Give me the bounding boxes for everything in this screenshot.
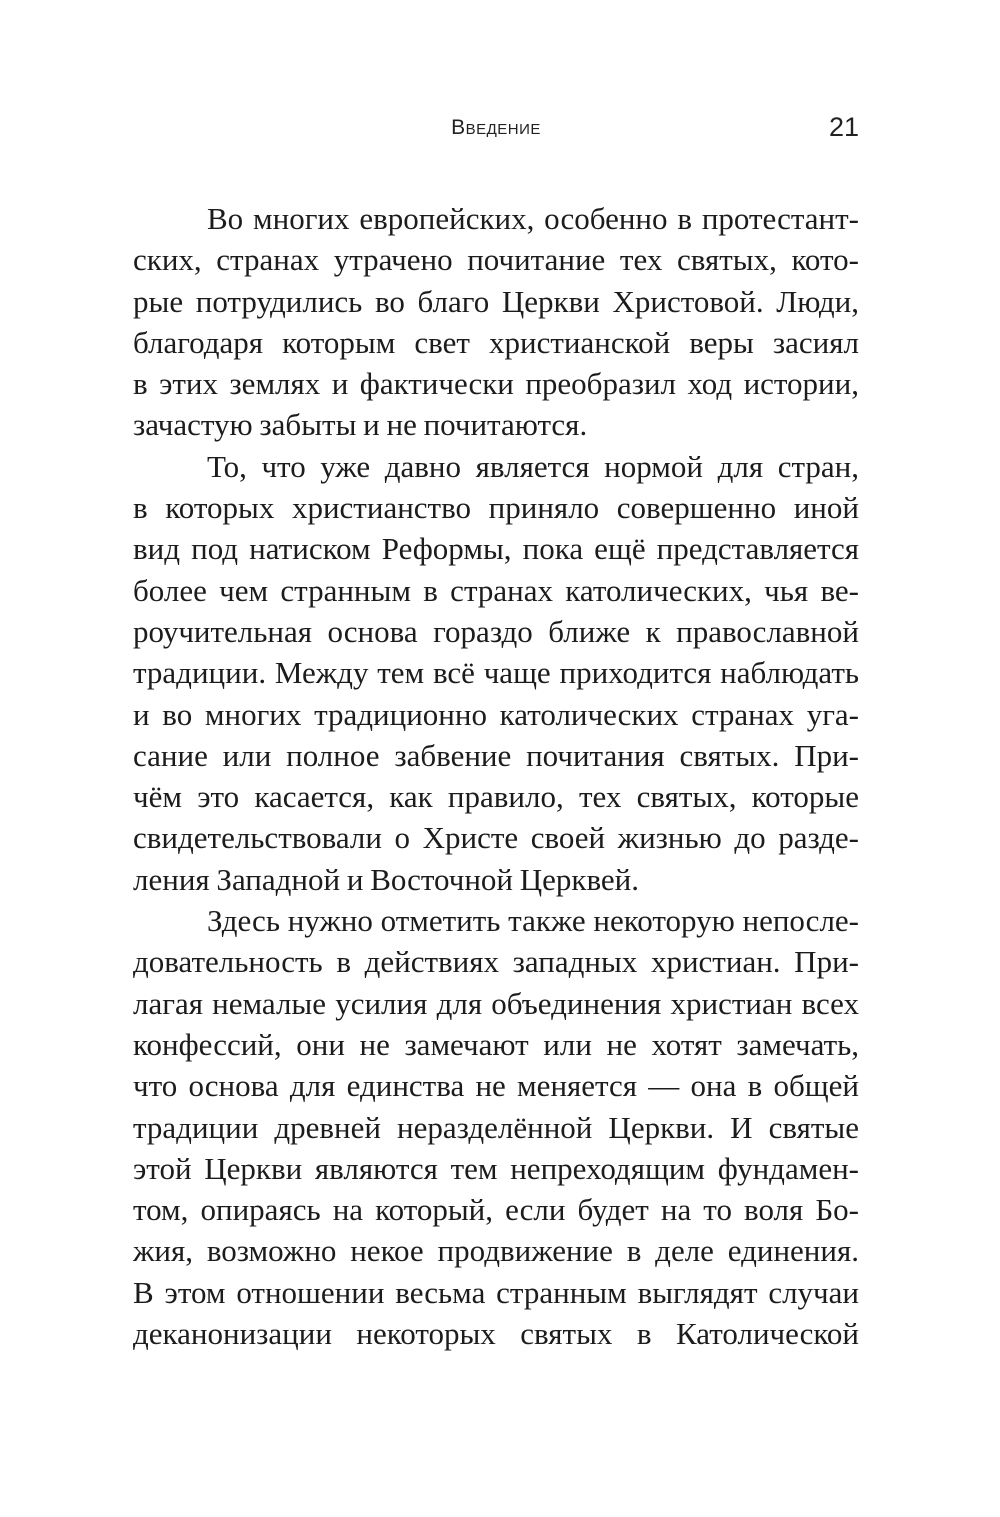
body-text <box>133 198 859 1354</box>
page-number: 21 <box>828 112 859 142</box>
text-line: и во многих традиционно католических странах уга- <box>133 696 859 732</box>
text-line: том, опираясь на который, если будет на то воля Бо- <box>133 1192 859 1228</box>
paragraph <box>133 198 859 446</box>
text-line: сание или полное забвение почитания святых. При- <box>133 737 859 773</box>
text-line: Здесь нужно отметить также некоторую непосле- <box>207 903 859 939</box>
text-line: ских, странах утрачено почитание тех святых, кото- <box>133 242 859 278</box>
text-line: этой Церкви являются тем непреходящим фундамен- <box>133 1150 859 1186</box>
text-line: вид под натиском Реформы, пока ещё представляется <box>133 531 859 567</box>
text-line: благодаря которым свет христианской веры засиял <box>133 324 859 360</box>
text-line: роучительная основа гораздо ближе к православной <box>133 613 859 649</box>
text-line: То, что уже давно является нормой для стран, <box>207 448 859 484</box>
text-line: жия, возможно некое продвижение в деле единения. <box>133 1233 859 1269</box>
text-line: более чем странным в странах католических, чья ве- <box>133 572 859 608</box>
text-line: В этом отношении весьма странным выглядят случаи <box>133 1274 859 1310</box>
text-line: Во многих европейских, особенно в протестант- <box>207 201 859 236</box>
text-line: что основа для единства не меняется — она в общей <box>133 1068 859 1104</box>
running-head <box>133 112 859 152</box>
text-line: деканонизации некоторых святых в Католической <box>133 1316 859 1352</box>
text-line: традиции. Между тем всё чаще приходится наблюдать <box>133 655 859 691</box>
paragraph <box>133 900 859 1354</box>
text-line: ления Западной и Восточной Церквей. <box>133 861 640 897</box>
text-line: конфессий, они не замечают или не хотят замечать, <box>133 1026 859 1062</box>
text-line: в которых христианство приняло совершенно иной <box>133 490 859 526</box>
text-line: рые потрудились во благо Церкви Христовой. Люди, <box>133 283 859 319</box>
text-line: зачастую забыты и не почитаются. <box>133 407 588 443</box>
text-line: традиции древней неразделённой Церкви. И святые <box>133 1109 859 1145</box>
paragraph <box>133 446 859 900</box>
text-line: чём это касается, как правило, тех святых, которые <box>133 779 859 815</box>
text-line: лагая немалые усилия для объединения христиан всех <box>133 985 859 1021</box>
section-title: Введение <box>451 116 541 139</box>
text-line: свидетельствовали о Христе своей жизнью до разде- <box>133 820 859 856</box>
text-line: в этих землях и фактически преобразил ход истории, <box>133 366 859 402</box>
text-line: довательность в действиях западных христиан. При- <box>133 944 859 980</box>
